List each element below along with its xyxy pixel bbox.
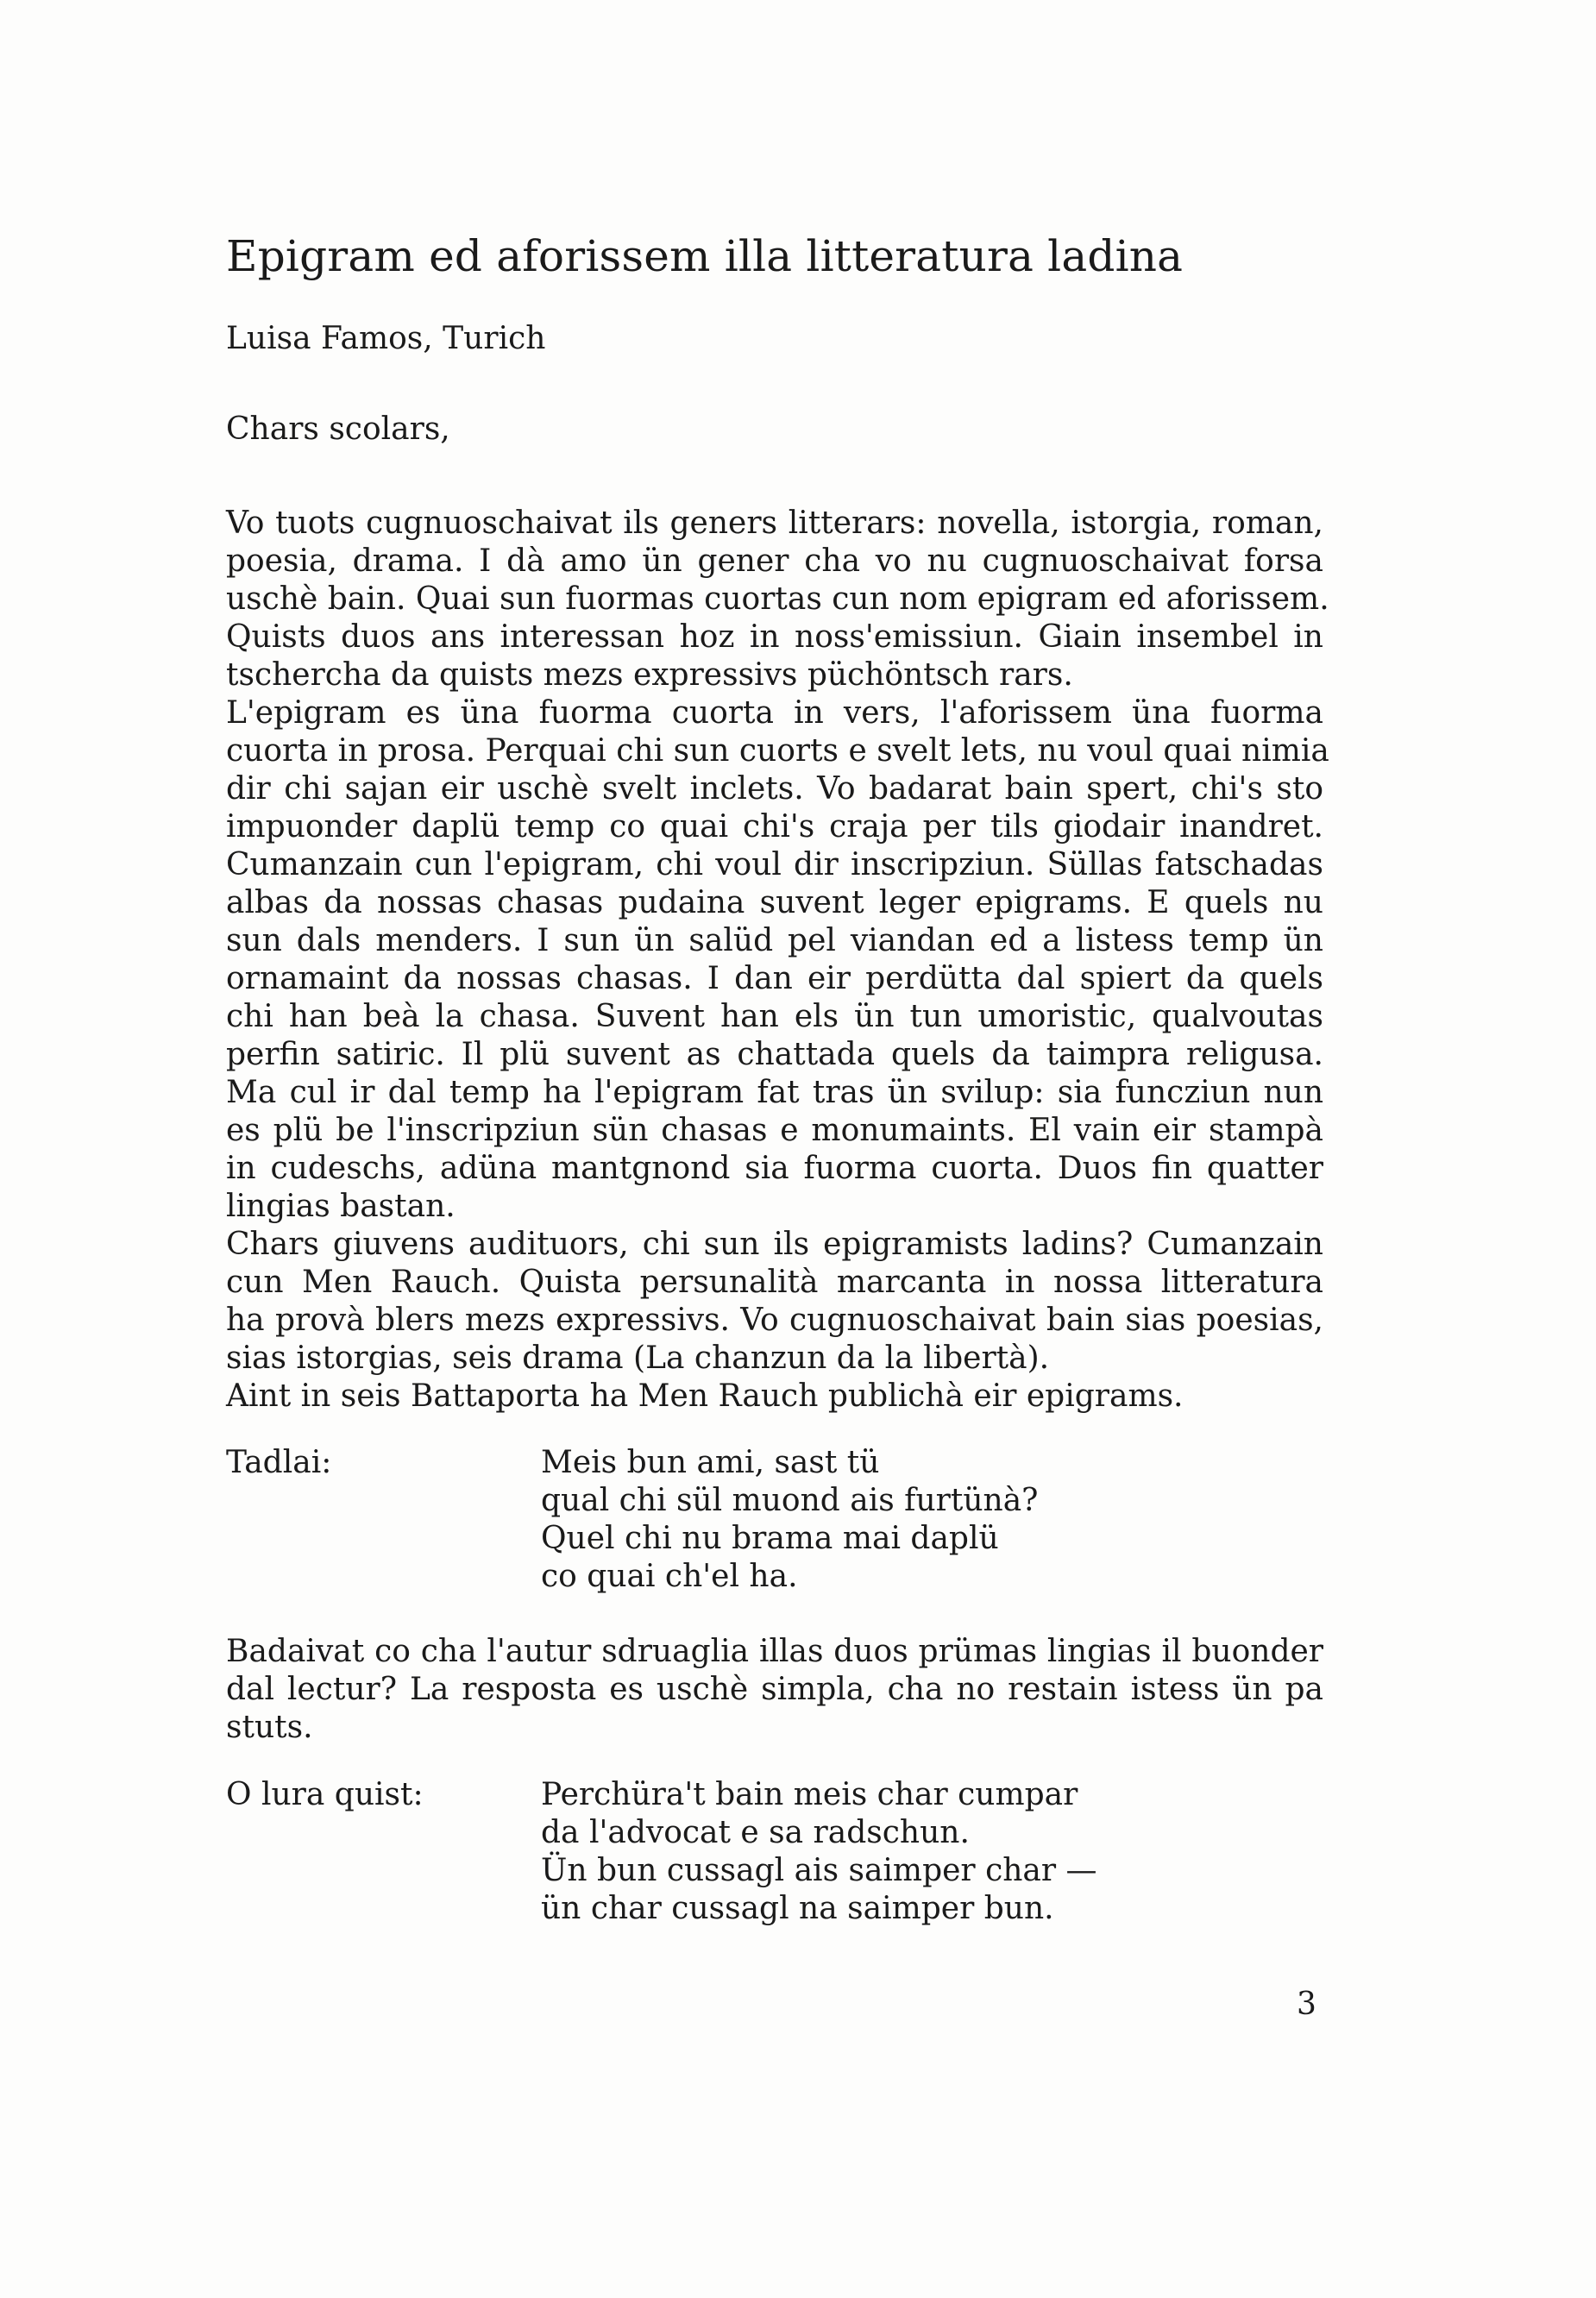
verse-line: Perchüra't bain meis char cumpar: [541, 1777, 1078, 1812]
body-line: albas da nossas chasas pudaina suvent leger epigrams. E quels nu: [226, 885, 1323, 920]
verse-line: Meis bun ami, sast tü: [541, 1445, 880, 1480]
body-line: dal lectur? La resposta es uschè simpla, cha no restain istess ün pa: [226, 1672, 1323, 1707]
body-line: L'epigram es üna fuorma cuorta in vers, l'aforissem üna fuorma: [226, 695, 1323, 731]
body-line: tschercha da quists mezs expressivs püchöntsch rars.: [226, 657, 1073, 693]
verse-line: qual chi sül muond ais furtünà?: [541, 1483, 1039, 1518]
body-line: es plü be l'inscripziun sün chasas e monumaints. El vain eir stampà: [226, 1113, 1323, 1148]
body-line: lingias bastan.: [226, 1189, 456, 1224]
verse-label: Tadlai:: [226, 1445, 332, 1480]
body-line: cun Men Rauch. Quista persunalità marcanta in nossa litteratura: [226, 1265, 1323, 1300]
body-line: perfin satiric. Il plü suvent as chattada quels da taimpra religusa.: [226, 1037, 1323, 1072]
verse-line: co quai ch'el ha.: [541, 1559, 798, 1594]
page-number: 3: [1297, 1987, 1316, 2022]
verse-line: Quel chi nu brama mai daplü: [541, 1521, 999, 1556]
verse-label: O lura quist:: [226, 1777, 424, 1812]
verse-line: ün char cussagl na saimper bun.: [541, 1891, 1054, 1926]
body-line: cuorta in prosa. Perquai chi sun cuorts e svelt lets, nu voul quai nimia: [226, 733, 1329, 769]
body-line: Quists duos ans interessan hoz in noss'emissiun. Giain insembel in: [226, 619, 1323, 655]
author-line: Luisa Famos, Turich: [226, 321, 546, 356]
body-line: poesia, drama. I dà amo ün gener cha vo nu cugnuoschaivat forsa: [226, 543, 1323, 579]
body-line: Chars giuvens audituors, chi sun ils epigramists ladins? Cumanzain: [226, 1227, 1323, 1262]
body-line: uschè bain. Quai sun fuormas cuortas cun nom epigram ed aforissem.: [226, 581, 1329, 617]
body-line: sias istorgias, seis drama (La chanzun da la libertà).: [226, 1340, 1050, 1376]
body-line: Badaivat co cha l'autur sdruaglia illas duos prümas lingias il buonder: [226, 1634, 1323, 1669]
body-line: Vo tuots cugnuoschaivat ils geners litterars: novella, istorgia, roman,: [226, 505, 1323, 541]
body-line: Aint in seis Battaporta ha Men Rauch publichà eir epigrams.: [226, 1378, 1184, 1414]
body-line: impuonder daplü temp co quai chi's craja per tils giodair inandret.: [226, 809, 1323, 844]
body-line: Ma cul ir dal temp ha l'epigram fat tras ün svilup: sia funcziun nun: [226, 1075, 1323, 1110]
verse-line: da l'advocat e sa radschun.: [541, 1815, 970, 1850]
body-line: ornamaint da nossas chasas. I dan eir perdütta dal spiert da quels: [226, 961, 1323, 996]
body-line: ha provà blers mezs expressivs. Vo cugnuoschaivat bain sias poesias,: [226, 1303, 1323, 1338]
body-line: in cudeschs, adüna mantgnond sia fuorma cuorta. Duos fin quatter: [226, 1151, 1323, 1186]
body-line: dir chi sajan eir uschè svelt inclets. Vo badarat bain spert, chi's sto: [226, 771, 1323, 807]
body-line: chi han beà la chasa. Suvent han els ün tun umoristic, qualvoutas: [226, 999, 1323, 1034]
body-line: Cumanzain cun l'epigram, chi voul dir inscripziun. Süllas fatschadas: [226, 847, 1323, 882]
body-line: sun dals menders. I sun ün salüd pel viandan ed a listess temp ün: [226, 923, 1323, 958]
body-line: stuts.: [226, 1710, 313, 1745]
salutation: Chars scolars,: [226, 411, 450, 447]
verse-line: Ün bun cussagl ais saimper char —: [541, 1853, 1097, 1888]
page-title: Epigram ed aforissem illa litteratura ladina: [226, 231, 1184, 281]
